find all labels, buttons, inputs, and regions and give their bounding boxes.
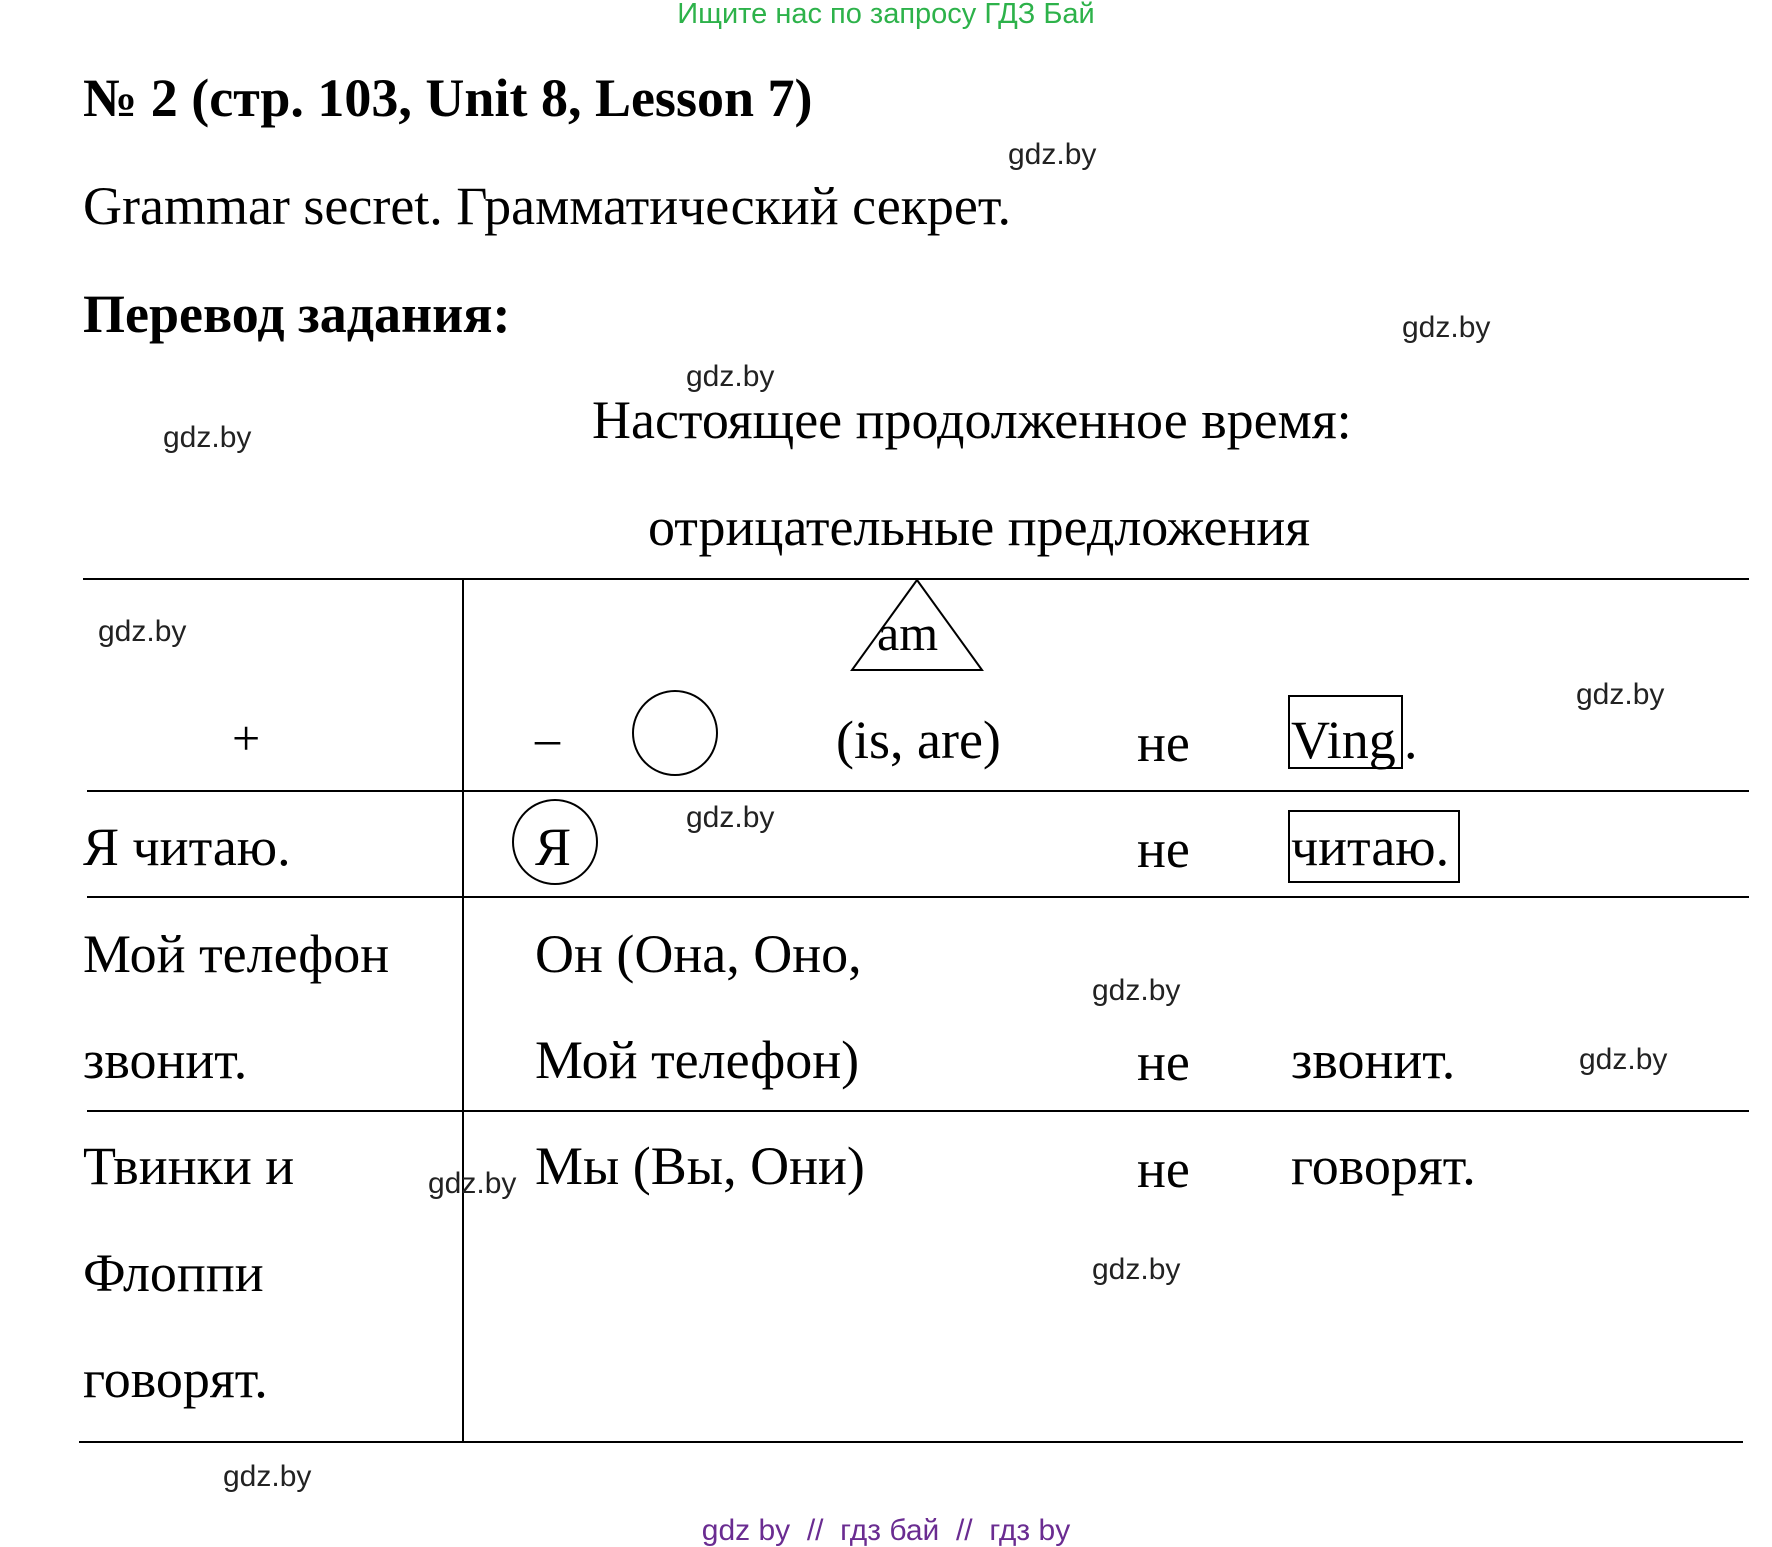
table-bottom-rule (79, 1441, 1743, 1443)
table-row1-rule (87, 790, 1749, 792)
row2-verb: звонит. (1291, 1030, 1456, 1090)
translation-heading: Перевод задания: (83, 284, 511, 344)
watermark: gdz.by (98, 615, 187, 648)
row3-subject: Мы (Вы, Они) (535, 1136, 865, 1196)
watermark: gdz.by (1008, 138, 1097, 171)
table-row2-rule (87, 896, 1749, 898)
watermark: gdz.by (1092, 974, 1181, 1007)
footer-text: gdz by // гдз бай // гдз by (701, 1514, 1071, 1547)
row3-left-line3: говорят. (83, 1349, 268, 1409)
table-row3-rule (87, 1110, 1749, 1112)
row2-subject-line2: Мой телефон) (535, 1030, 860, 1090)
verb-forms: (is, are) (836, 710, 1001, 770)
subtitle: Grammar secret. Грамматический секрет. (83, 176, 1011, 236)
row1-left: Я читаю. (83, 817, 291, 877)
table-column-divider (462, 578, 464, 1442)
watermark: gdz.by (1579, 1043, 1668, 1076)
watermark: gdz.by (1092, 1253, 1181, 1286)
row2-negation: не (1137, 1032, 1190, 1092)
watermark: gdz.by (1402, 311, 1491, 344)
ving-label: Ving (1291, 710, 1396, 770)
row3-negation: не (1137, 1139, 1190, 1199)
row2-left-line1: Мой телефон (83, 924, 390, 984)
page-title: № 2 (стр. 103, Unit 8, Lesson 7) (83, 68, 813, 128)
row1-subject: Я (535, 817, 572, 877)
row2-subject-line1: Он (Она, Оно, (535, 924, 862, 984)
row2-left-line2: звонит. (83, 1030, 248, 1090)
watermark: gdz.by (1576, 678, 1665, 711)
watermark: gdz.by (223, 1460, 312, 1493)
section-title-line2: отрицательные предложения (648, 497, 1311, 557)
watermark: gdz.by (686, 801, 775, 834)
watermark: gdz.by (686, 360, 775, 393)
row1-negation: не (1137, 819, 1190, 879)
watermark: gdz.by (163, 421, 252, 454)
row1-verb: читаю. (1291, 817, 1450, 877)
row3-verb: говорят. (1291, 1136, 1476, 1196)
triangle-word: am (877, 605, 939, 661)
top-banner: Ищите нас по запросу ГДЗ Бай (677, 0, 1095, 30)
header-negation: не (1137, 713, 1190, 773)
plus-sign: + (232, 710, 261, 766)
section-title-line1: Настоящее продолженное время: (592, 390, 1352, 450)
minus-sign: – (535, 710, 560, 766)
row3-left-line2: Флоппи (83, 1243, 264, 1303)
row3-left-line1: Твинки и (83, 1136, 295, 1196)
ving-period: . (1404, 710, 1418, 770)
subject-circle-shape (630, 688, 720, 778)
watermark: gdz.by (428, 1167, 517, 1200)
